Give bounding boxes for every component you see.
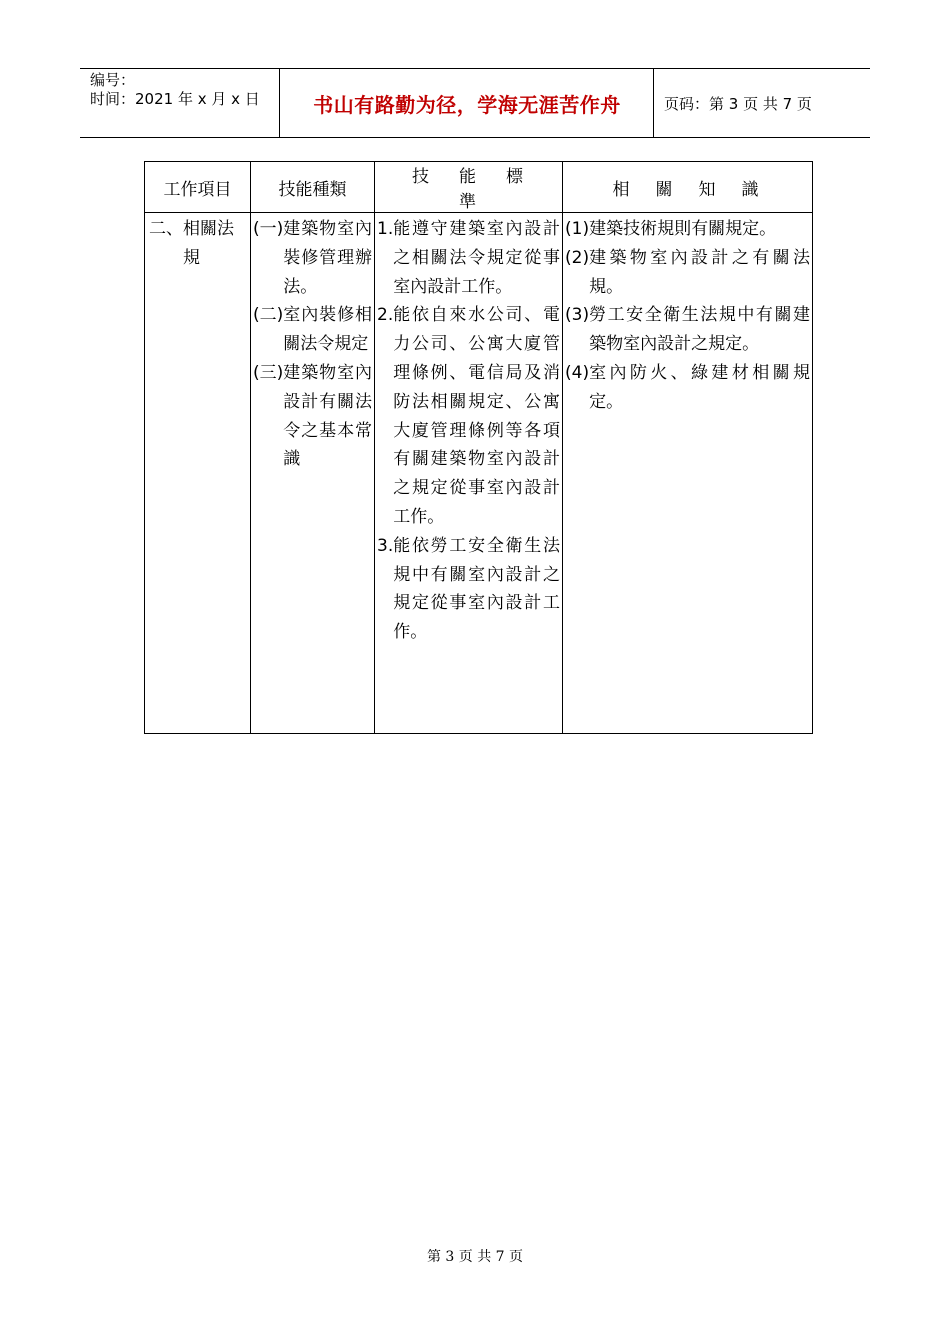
list-item: [377, 215, 560, 301]
list-text: 建築技術規則有關規定。: [589, 219, 777, 239]
header-work-item: 工作項目: [145, 162, 251, 213]
list-text: 能依勞工安全衛生法規中有關室內設計之規定從事室內設計工作。: [393, 535, 560, 643]
number-label: 编号：: [90, 71, 136, 89]
list-marker: (3): [565, 305, 590, 326]
list-item: [377, 301, 560, 531]
work-item-marker: 二、: [149, 219, 183, 239]
list-item: [253, 215, 372, 301]
list-marker: (三): [253, 362, 284, 383]
list-text: 勞工安全衛生法規中有關建築物室內設計之規定。: [589, 305, 810, 355]
list-text: 能遵守建築室內設計之相關法令規定從事室內設計工作。: [393, 219, 560, 297]
list-text: 建築物室內設計有關法令之基本常識: [283, 362, 372, 470]
header-slogan: 书山有路勤为径，学海无涯苦作舟: [281, 69, 654, 137]
header-knowledge: 相關知識: [563, 162, 813, 213]
list-marker: 2.: [377, 305, 394, 326]
header-page-label: 页码：第 3 页 共 7 页: [664, 94, 812, 113]
table-header-row: [145, 162, 813, 213]
list-marker: 1.: [377, 219, 394, 239]
skill-standard-cell: [375, 213, 563, 734]
list-text: 建築物室內設計之有關法規。: [589, 247, 810, 297]
header-skill-type: 技能種類: [251, 162, 375, 213]
work-item-text: 相關法規: [183, 219, 234, 268]
knowledge-cell: [563, 213, 813, 734]
list-text: 室內裝修相關法令規定: [283, 305, 372, 355]
header-meta: [80, 69, 280, 137]
skill-type-cell: [251, 213, 375, 734]
list-marker: (2): [565, 247, 590, 268]
document-header: [80, 68, 870, 138]
header-skill-standard: 技能標準: [375, 162, 563, 213]
list-marker: (一): [253, 219, 284, 239]
list-item: [253, 359, 372, 474]
list-item: [253, 301, 372, 359]
list-marker: (二): [253, 305, 284, 326]
work-item: [149, 215, 248, 273]
list-item: [377, 532, 560, 647]
list-item: [565, 301, 810, 359]
skills-table: [144, 161, 813, 734]
list-item: [565, 244, 810, 302]
table-row: [145, 213, 813, 734]
work-item-cell: [145, 213, 251, 734]
list-item: [565, 215, 810, 244]
list-marker: (1): [565, 219, 590, 239]
list-marker: 3.: [377, 535, 394, 556]
time-label: 时间：2021 年 x 月 x 日: [90, 90, 260, 108]
list-item: [565, 359, 810, 417]
list-text: 室內防火、綠建材相關規定。: [589, 362, 810, 412]
list-marker: (4): [565, 362, 590, 383]
page-footer: 第 3 页 共 7 页: [426, 1249, 524, 1265]
list-text: 建築物室內裝修管理辦法。: [283, 219, 372, 297]
list-text: 能依自來水公司、電力公司、公寓大廈管理條例、電信局及消防法相關規定、公寓大廈管理條例等各項有關建築物室內設計之規定從事室內設計工作。: [393, 305, 560, 527]
